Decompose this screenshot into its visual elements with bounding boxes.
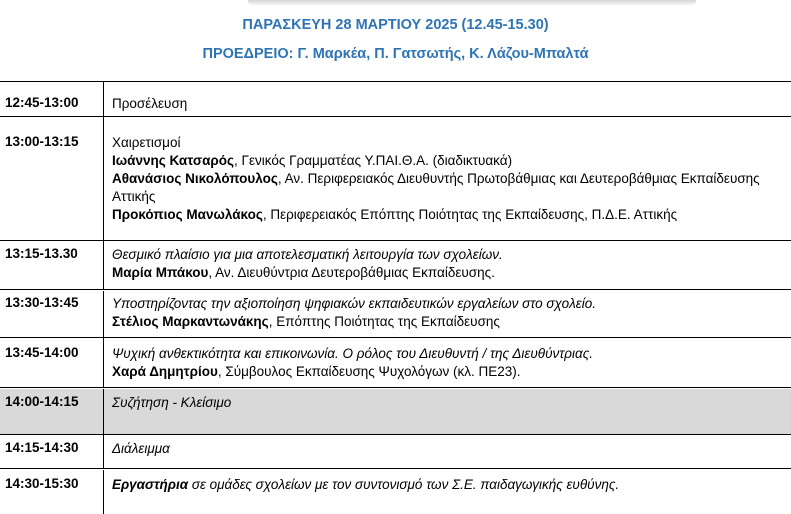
session-content [112, 246, 780, 282]
column-divider [103, 117, 104, 240]
speaker-line [112, 363, 780, 381]
session-title: Προσέλευση [112, 96, 188, 111]
session-title: Συζήτηση - Κλείσιμο [112, 394, 232, 410]
time-slot: 13:30-13:45 [5, 295, 79, 310]
speaker-name: Χαρά Δημητρίου [112, 364, 218, 379]
session-title: σε ομάδες σχολείων με τον συντονισμό των Σ.Ε. παιδαγωγικής ευθύνης. [188, 477, 620, 492]
session-title-bold: Εργαστήρια [112, 477, 189, 492]
session-content [112, 295, 780, 331]
speaker-name: Προκόπιος Μανωλάκος [112, 207, 263, 222]
speaker-line [112, 313, 780, 331]
session-content [112, 476, 780, 494]
speaker-role: , Γενικός Γραμματέας Υ.ΠΑΙ.Θ.Α. (διαδικτυακά) [234, 153, 513, 168]
event-date-heading: ΠΑΡΑΣΚΕΥΗ 28 ΜΑΡΤΙΟΥ 2025 (12.45-15.30) [242, 17, 549, 33]
schedule-row [0, 389, 791, 435]
time-slot: 14:15-14:30 [5, 440, 79, 455]
speaker-line [112, 170, 780, 206]
session-title: Ψυχική ανθεκτικότητα και επικοινωνία. Ο ρόλος του Διευθυντή / της Διευθύντριας. [112, 346, 594, 361]
time-slot: 14:30-15:30 [5, 476, 79, 491]
schedule-row [0, 117, 791, 241]
page-top-shadow [248, 0, 696, 6]
session-content [112, 95, 780, 113]
column-divider [103, 435, 104, 468]
session-content [112, 394, 780, 412]
time-slot: 13:45-14:00 [5, 345, 79, 360]
speaker-role: , Επόπτης Ποιότητας της Εκπαίδευσης [268, 314, 500, 329]
speaker-line [112, 152, 780, 170]
speaker-role: , Αν. Διευθύντρια Δευτεροβάθμιας Εκπαίδευσης. [208, 265, 495, 280]
column-divider [103, 389, 104, 434]
column-divider [103, 338, 104, 387]
column-divider [103, 82, 104, 116]
column-divider [103, 291, 104, 337]
schedule-row [0, 338, 791, 388]
time-slot: 13:00-13:15 [5, 134, 79, 149]
schedule-row [0, 82, 791, 117]
speaker-role: , Σύμβουλος Εκπαίδευσης Ψυχολόγων (κλ. ΠΕ23). [217, 364, 521, 379]
session-title: Χαιρετισμοί [112, 135, 181, 150]
presidium-heading: ΠΡΟΕΔΡΕΙΟ: Γ. Μαρκέα, Π. Γατσωτής, Κ. Λάζου-Μπαλτά [202, 46, 589, 62]
session-content [112, 345, 780, 381]
schedule-row [0, 291, 791, 338]
schedule-row [0, 435, 791, 469]
session-content [112, 440, 780, 458]
speaker-line [112, 206, 780, 224]
session-content [112, 134, 780, 224]
speaker-role: , Περιφερειακός Επόπτης Ποιότητας της Εκπαίδευσης, Π.Δ.Ε. Αττικής [262, 207, 678, 222]
time-slot: 12:45-13:00 [5, 95, 79, 110]
time-slot: 14:00-14:15 [5, 393, 79, 409]
speaker-role: , Αν. Περιφερειακός Διευθυντής Πρωτοβάθμιας και Δευτεροβάθμιας Εκπαίδευσης Αττικής [112, 171, 760, 204]
schedule-table [0, 81, 791, 492]
column-divider [103, 241, 104, 289]
session-title: Θεσμικό πλαίσιο για μια αποτελεσματική λειτουργία των σχολείων. [112, 247, 503, 262]
speaker-name: Αθανάσιος Νικολόπουλος [112, 171, 278, 186]
column-divider [103, 470, 104, 514]
time-slot: 13:15-13.30 [5, 246, 78, 261]
speaker-line [112, 264, 780, 282]
session-title: Διάλειμμα [112, 441, 170, 456]
schedule-row [0, 241, 791, 290]
speaker-name: Ιωάννης Κατσαρός [112, 153, 235, 168]
session-title: Υποστηρίζοντας την αξιοποίηση ψηφιακών εκπαιδευτικών εργαλείων στο σχολείο. [112, 296, 596, 311]
speaker-name: Μαρία Μπάκου [112, 265, 209, 280]
workshop-line [112, 476, 780, 494]
speaker-name: Στέλιος Μαρκαντωνάκης [112, 314, 269, 329]
schedule-row [0, 470, 791, 514]
